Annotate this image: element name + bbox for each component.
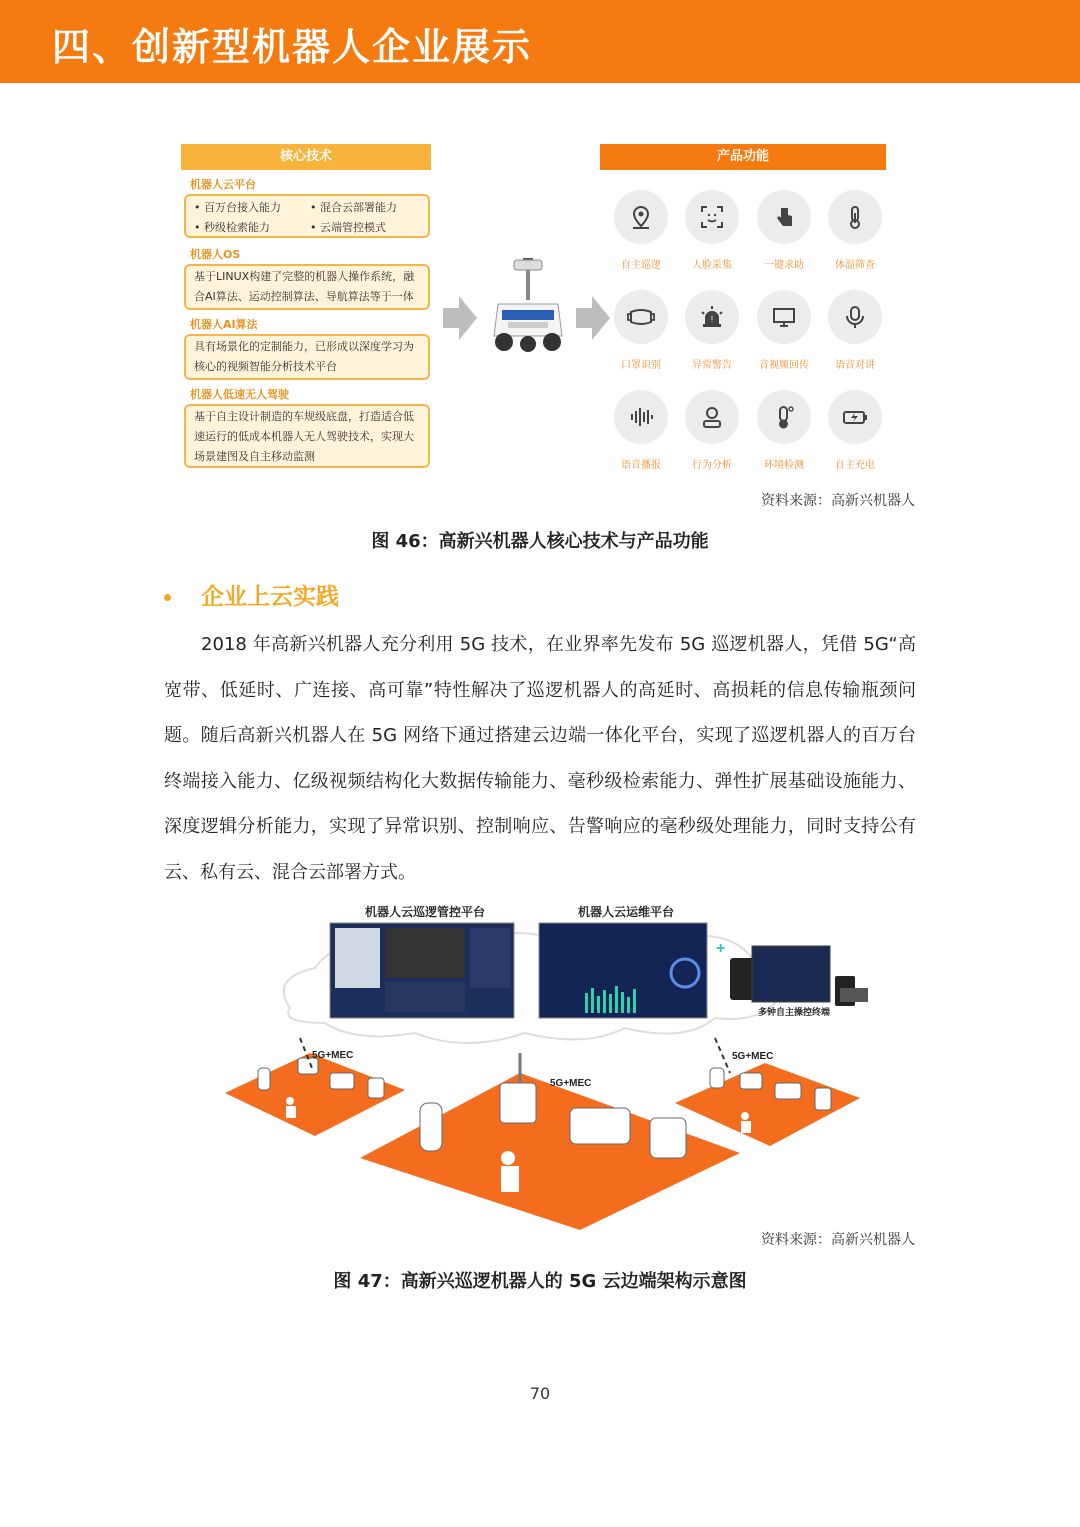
svg-text:!: !: [710, 315, 714, 324]
thermometer-icon: [842, 204, 868, 230]
section-heading: [164, 578, 339, 611]
function-item: [605, 190, 677, 271]
function-label: 体温筛查: [835, 260, 875, 271]
mask-icon: [626, 304, 656, 330]
battery-charge-icon: [841, 404, 869, 430]
terminals-label: 多钟自主操控终端: [757, 1008, 831, 1018]
section-box-ai: 具有场景化的定制能力，已形成以深度学习为核心的视频智能分析技术平台: [184, 334, 430, 380]
function-item: [748, 390, 820, 471]
function-label: 口罩识别: [621, 360, 661, 371]
cloud-item: • 秒级检索能力: [194, 218, 304, 238]
page-header: [0, 0, 1080, 83]
function-item: [605, 290, 677, 371]
section-box-os: 基于LINUX构建了完整的机器人操作系统，融合AI算法、运动控制算法、导航算法等于一体: [184, 264, 430, 310]
mec-label-center: 5G+MEC: [550, 1078, 592, 1089]
cloud-item: • 百万台接入能力: [194, 198, 304, 218]
hand-press-icon: [771, 204, 797, 230]
product-functions-heading: 产品功能: [600, 144, 886, 170]
function-item: [676, 190, 748, 271]
paragraph-text: 2018 年高新兴机器人充分利用 5G 技术，在业界率先发布 5G 巡逻机器人，凭借 5G“高宽带、低延时、广连接、高可靠”特性解决了巡逻机器人的高延时、高损耗的信息传输瓶颈问题。随后高新兴机器人在 5G 网络下通过搭建云边端一体化平台，实现了巡逻机器人的百万台终端接入能力、亿级视频结构化大数据传输能力、毫秒级检索能力、弹性扩展基础设施能力、深度逻辑分析能力，实现了异常识别、控制响应、告警响应的毫秒级处理能力，同时支持公有云、私有云、混合云部署方式。: [164, 634, 916, 883]
function-label: 人脸采集: [692, 260, 732, 271]
figure47-caption: 图 47：高新兴巡逻机器人的 5G 云边端架构示意图: [333, 1271, 747, 1292]
architecture-diagram: [220, 898, 880, 1233]
figure47-source: 资料来源：高新兴机器人: [761, 1232, 915, 1248]
monitor-icon: [771, 304, 797, 330]
section-label-driving: 机器人低速无人驾驶: [190, 388, 289, 401]
section-label-ai: 机器人AI算法: [190, 318, 258, 331]
section-label-os: 机器人OS: [190, 248, 241, 261]
platform-2-label: 机器人云运维平台: [577, 905, 675, 919]
cloud-item: • 混合云部署能力: [310, 198, 420, 218]
mec-label-right: 5G+MEC: [732, 1051, 774, 1062]
function-label: 语音对讲: [835, 360, 875, 371]
function-item: [819, 390, 891, 471]
function-item: [676, 390, 748, 471]
mec-label-left: 5G+MEC: [312, 1050, 354, 1061]
face-scan-icon: [699, 204, 725, 230]
arrow-right-icon: [443, 296, 477, 340]
function-label: 行为分析: [692, 460, 732, 471]
function-label: 语音播报: [621, 460, 661, 471]
function-label: 环境检测: [764, 460, 804, 471]
section-box-driving: 基于自主设计制造的车规级底盘，打造适合低速运行的低成本机器人无人驾驶技术，实现大场景建图及自主移动监测: [184, 404, 430, 468]
function-item: [748, 290, 820, 371]
figure-47: [220, 898, 880, 1233]
core-tech-heading: 核心技术: [181, 144, 431, 170]
section-heading-text: 企业上云实践: [201, 584, 339, 610]
alarm-light-icon: [699, 304, 725, 330]
body-paragraph: [164, 622, 916, 895]
function-item: [819, 190, 891, 271]
figure46-caption: 图 46：高新兴机器人核心技术与产品功能: [371, 531, 709, 552]
function-label: 一键求助: [764, 260, 804, 271]
function-label: 自主巡逻: [621, 260, 661, 271]
page-number: 70: [529, 1384, 551, 1403]
person-icon: [699, 404, 725, 430]
figure46-source: 资料来源：高新兴机器人: [761, 493, 915, 509]
location-pin-icon: [628, 204, 654, 230]
microphone-icon: [842, 304, 868, 330]
cloud-item: • 云端管控模式: [310, 218, 420, 238]
figure-46: [178, 140, 908, 475]
function-label: 异常警告: [692, 360, 732, 371]
patrol-robot-image: [488, 258, 568, 358]
env-thermometer-icon: [771, 404, 797, 430]
page-title: 四、创新型机器人企业展示: [52, 25, 533, 69]
section-box-cloud: [184, 194, 430, 238]
function-label: 自主充电: [835, 460, 875, 471]
plus-sign: +: [716, 940, 726, 957]
function-item: [676, 290, 748, 371]
platform-1-label: 机器人云巡逻管控平台: [364, 905, 486, 919]
function-item: [819, 290, 891, 371]
function-item: [605, 390, 677, 471]
bullet-icon: [164, 594, 171, 601]
function-label: 音视频回传: [759, 360, 809, 371]
section-label-cloud: 机器人云平台: [190, 178, 256, 191]
function-item: [748, 190, 820, 271]
sound-wave-icon: [628, 404, 654, 430]
